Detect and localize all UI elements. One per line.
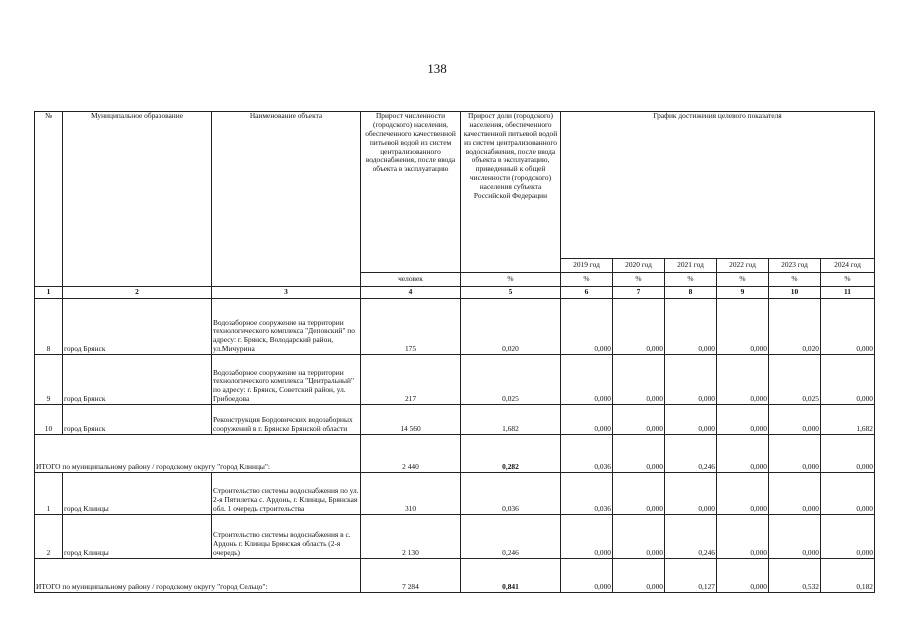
row-number: 1 — [35, 473, 63, 515]
object-name-cell: Водозаборное сооружение на территории технологического комплекса "Деповский" по адресу: г. Брянск, Володарский район, ул.Мичурина — [212, 299, 361, 355]
year-value-cell: 0,127 — [665, 559, 717, 593]
total-label: ИТОГО по муниципальному району / городскому округу "город Сельцо": — [35, 559, 361, 593]
total-row — [35, 435, 875, 473]
year-value-cell: 0,246 — [665, 435, 717, 473]
col-number: 8 — [665, 287, 717, 299]
year-value-cell: 0,000 — [717, 405, 769, 435]
col-number: 1 — [35, 287, 63, 299]
year-value-cell: 0,000 — [665, 355, 717, 405]
unit-percent: % — [561, 273, 613, 287]
year-value-cell: 0,532 — [769, 559, 821, 593]
col-number: 4 — [361, 287, 461, 299]
municipality-cell: город Клинцы — [63, 473, 212, 515]
col-header-year: 2024 год — [821, 259, 875, 273]
people-cell: 217 — [361, 355, 461, 405]
year-value-cell: 0,000 — [717, 515, 769, 559]
col-number: 6 — [561, 287, 613, 299]
year-value-cell: 0,000 — [613, 405, 665, 435]
object-name-cell: Реконструкция Бордовичских водозаборных сооружений в г. Брянске Брянской области — [212, 405, 361, 435]
year-value-cell: 0,000 — [613, 435, 665, 473]
unit-people: человек — [361, 273, 461, 287]
table-row — [35, 355, 875, 405]
year-value-cell: 0,000 — [561, 515, 613, 559]
total-label: ИТОГО по муниципальному району / городскому округу "город Клинцы": — [35, 435, 361, 473]
year-value-cell: 0,000 — [613, 355, 665, 405]
year-value-cell: 0,000 — [613, 515, 665, 559]
year-value-cell: 0,000 — [717, 355, 769, 405]
col-number: 11 — [821, 287, 875, 299]
year-value-cell: 0,000 — [717, 299, 769, 355]
year-value-cell: 0,000 — [769, 473, 821, 515]
year-value-cell: 0,246 — [665, 515, 717, 559]
col-header-pop-increase: Прирост численности (городского) населения, обеспеченного качественной питьевой водой из систем централизованного водоснабжения, после ввода объекта в эксплуатацию — [361, 112, 461, 273]
table-row — [35, 473, 875, 515]
table-row — [35, 515, 875, 559]
col-header-municipality: Муниципальное образование — [63, 112, 212, 287]
col-header-no: № — [35, 112, 63, 287]
municipality-cell: город Брянск — [63, 355, 212, 405]
people-cell: 175 — [361, 299, 461, 355]
col-number: 3 — [212, 287, 361, 299]
share-cell: 0,841 — [461, 559, 561, 593]
col-header-object: Наименование объекта — [212, 112, 361, 287]
share-cell: 0,025 — [461, 355, 561, 405]
year-value-cell: 0,000 — [717, 473, 769, 515]
unit-percent: % — [665, 273, 717, 287]
share-cell: 0,036 — [461, 473, 561, 515]
page-number: 138 — [427, 61, 447, 76]
unit-percent: % — [821, 273, 875, 287]
people-cell: 14 560 — [361, 405, 461, 435]
year-value-cell: 0,000 — [561, 299, 613, 355]
unit-percent: % — [613, 273, 665, 287]
year-value-cell: 0,000 — [769, 515, 821, 559]
year-value-cell: 0,036 — [561, 473, 613, 515]
year-value-cell: 0,000 — [821, 515, 875, 559]
year-value-cell: 0,000 — [613, 299, 665, 355]
col-header-year: 2019 год — [561, 259, 613, 273]
object-name-cell: Строительство системы водоснабжения по ул. 2-я Пятилетка с. Ардонь, г. Клинцы, Брянская обл. 1 очередь строительства — [212, 473, 361, 515]
year-value-cell: 0,000 — [717, 435, 769, 473]
col-number: 5 — [461, 287, 561, 299]
people-cell: 2 440 — [361, 435, 461, 473]
people-cell: 2 130 — [361, 515, 461, 559]
col-header-year: 2021 год — [665, 259, 717, 273]
col-number: 2 — [63, 287, 212, 299]
col-header-year: 2020 год — [613, 259, 665, 273]
share-cell: 0,282 — [461, 435, 561, 473]
year-value-cell: 0,000 — [821, 355, 875, 405]
row-number: 10 — [35, 405, 63, 435]
col-header-schedule: График достижения целевого показателя — [561, 112, 875, 259]
total-row — [35, 559, 875, 593]
people-cell: 7 284 — [361, 559, 461, 593]
year-value-cell: 0,000 — [561, 355, 613, 405]
unit-percent: % — [461, 273, 561, 287]
year-value-cell: 0,182 — [821, 559, 875, 593]
year-value-cell: 0,000 — [769, 435, 821, 473]
col-number: 10 — [769, 287, 821, 299]
year-value-cell: 0,000 — [821, 299, 875, 355]
row-number: 9 — [35, 355, 63, 405]
municipality-cell: город Брянск — [63, 299, 212, 355]
unit-percent: % — [717, 273, 769, 287]
year-value-cell: 0,000 — [613, 559, 665, 593]
year-value-cell: 0,036 — [561, 435, 613, 473]
municipality-cell: город Клинцы — [63, 515, 212, 559]
share-cell: 0,020 — [461, 299, 561, 355]
indicator-table — [34, 111, 875, 593]
year-value-cell: 0,000 — [561, 405, 613, 435]
year-value-cell: 0,025 — [769, 355, 821, 405]
col-number: 9 — [717, 287, 769, 299]
year-value-cell: 1,682 — [821, 405, 875, 435]
row-number: 2 — [35, 515, 63, 559]
year-value-cell: 0,000 — [665, 473, 717, 515]
row-number: 8 — [35, 299, 63, 355]
year-value-cell: 0,000 — [613, 473, 665, 515]
table-row — [35, 405, 875, 435]
year-value-cell: 0,000 — [821, 435, 875, 473]
table-row — [35, 299, 875, 355]
col-header-year: 2023 год — [769, 259, 821, 273]
col-header-year: 2022 год — [717, 259, 769, 273]
col-number: 7 — [613, 287, 665, 299]
year-value-cell: 0,000 — [821, 473, 875, 515]
people-cell: 310 — [361, 473, 461, 515]
object-name-cell: Строительство системы водоснабжения в с. Ардонь г. Клинцы Брянская область (2-я очередь) — [212, 515, 361, 559]
share-cell: 0,246 — [461, 515, 561, 559]
col-header-share-increase: Прирост доли (городского) населения, обеспеченного качественной питьевой водой из систем централизованного водоснабжения, после ввода объекта в эксплуатацию, приведенный к общей численности (городского) населения субъекта Российской Федерации — [461, 112, 561, 273]
municipality-cell: город Брянск — [63, 405, 212, 435]
year-value-cell: 0,020 — [769, 299, 821, 355]
object-name-cell: Водозаборное сооружение на территории технологического комплекса "Центральный" по адресу: г. Брянск, Советский район, ул. Грибоедова — [212, 355, 361, 405]
share-cell: 1,682 — [461, 405, 561, 435]
year-value-cell: 0,000 — [665, 299, 717, 355]
unit-percent: % — [769, 273, 821, 287]
year-value-cell: 0,000 — [561, 559, 613, 593]
year-value-cell: 0,000 — [769, 405, 821, 435]
year-value-cell: 0,000 — [717, 559, 769, 593]
year-value-cell: 0,000 — [665, 405, 717, 435]
